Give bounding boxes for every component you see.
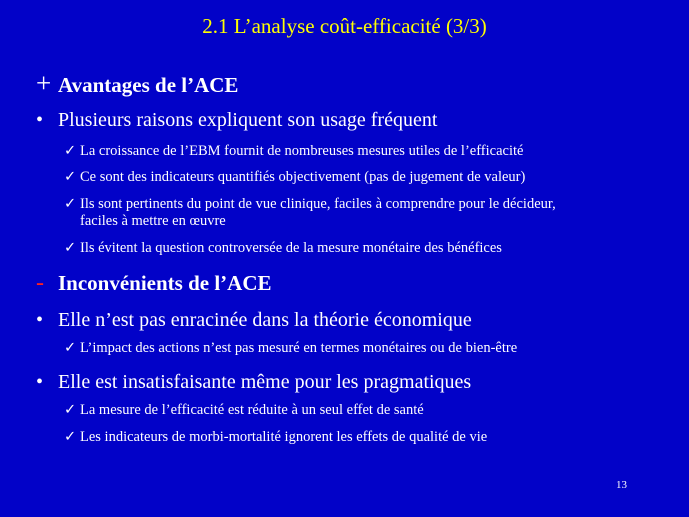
check-text: Les indicateurs de morbi-mortalité ignorent les effets de qualité de vie bbox=[80, 429, 488, 445]
check-text: Ce sont des indicateurs quantifiés objectivement (pas de jugement de valeur) bbox=[80, 169, 526, 185]
checkmark-icon: ✓ bbox=[64, 169, 77, 185]
bullet-icon: • bbox=[36, 109, 44, 131]
check-text: L’impact des actions n’est pas mesuré en termes monétaires ou de bien-être bbox=[80, 340, 518, 356]
bullet-text: Plusieurs raisons expliquent son usage fréquent bbox=[58, 109, 438, 131]
check-item bbox=[64, 429, 487, 446]
bullet-item bbox=[36, 108, 437, 132]
section-heading-text: Avantages de l’ACE bbox=[58, 73, 239, 97]
checkmark-icon: ✓ bbox=[64, 340, 77, 356]
checkmark-icon: ✓ bbox=[64, 429, 77, 445]
bullet-item bbox=[36, 308, 472, 332]
check-item bbox=[64, 143, 523, 160]
checkmark-icon: ✓ bbox=[64, 143, 77, 159]
check-text: Ils sont pertinents du point de vue clinique, faciles à comprendre pour le décideur, faciles à mettre en œuvre bbox=[80, 196, 556, 229]
plus-icon: + bbox=[36, 68, 52, 98]
bullet-text: Elle est insatisfaisante même pour les pragmatiques bbox=[58, 371, 472, 393]
checkmark-icon: ✓ bbox=[64, 240, 77, 256]
minus-icon: - bbox=[36, 270, 44, 296]
check-item bbox=[64, 196, 595, 230]
slide-title: 2.1 L’analyse coût-efficacité (3/3) bbox=[202, 14, 487, 38]
checkmark-icon: ✓ bbox=[64, 402, 77, 418]
bullet-item bbox=[36, 370, 471, 394]
check-item bbox=[64, 240, 502, 257]
page-number: 13 bbox=[616, 479, 627, 491]
check-item bbox=[64, 169, 525, 186]
bullet-icon: • bbox=[36, 309, 44, 331]
bullet-icon: • bbox=[36, 371, 44, 393]
check-text: La mesure de l’efficacité est réduite à un seul effet de santé bbox=[80, 402, 424, 418]
section-heading-text: Inconvénients de l’ACE bbox=[58, 271, 272, 295]
section-heading-disadvantages bbox=[36, 270, 272, 296]
check-item bbox=[64, 340, 517, 357]
checkmark-icon: ✓ bbox=[64, 196, 77, 212]
check-item bbox=[64, 402, 424, 419]
check-text: La croissance de l’EBM fournit de nombreuses mesures utiles de l’efficacité bbox=[80, 143, 524, 159]
bullet-text: Elle n’est pas enracinée dans la théorie économique bbox=[58, 309, 472, 331]
section-heading-advantages bbox=[36, 70, 238, 98]
check-text: Ils évitent la question controversée de la mesure monétaire des bénéfices bbox=[80, 240, 502, 256]
